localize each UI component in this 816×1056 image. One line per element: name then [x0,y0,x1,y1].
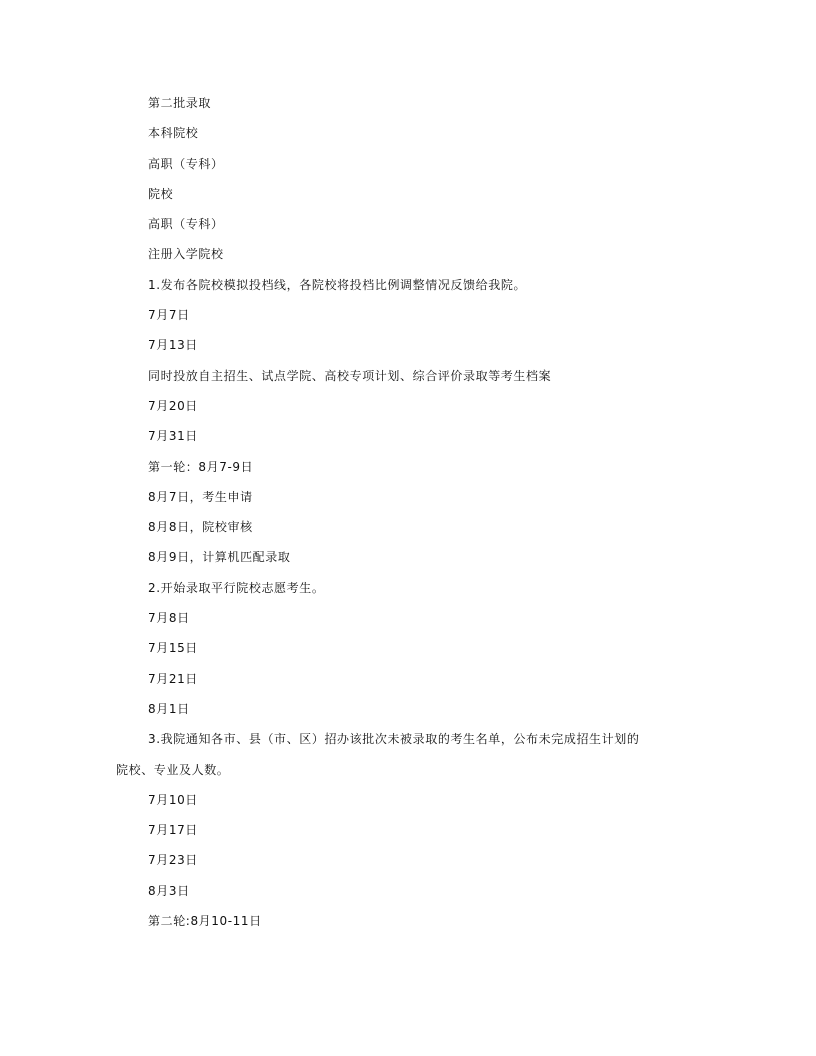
text-line: 院校 [148,186,174,201]
text-line: 7月17日 [148,823,198,838]
document-body [116,95,716,943]
text-line: 7月15日 [148,641,198,656]
text-line: 8月7日，考生申请 [148,489,253,504]
text-line: 7月7日 [148,308,190,323]
text-line: 7月23日 [148,853,198,868]
text-line: 高职（专科） [148,217,224,232]
text-line: 7月10日 [148,792,198,807]
text-line: 同时投放自主招生、试点学院、高校专项计划、综合评价录取等考生档案 [148,368,552,383]
paragraph-3-line-2: 院校、专业及人数。 [116,762,230,777]
text-line: 1.发布各院校模拟投档线，各院校将投档比例调整情况反馈给我院。 [148,277,527,292]
text-line: 注册入学院校 [148,247,224,262]
text-line: 7月20日 [148,398,198,413]
text-line: 7月21日 [148,671,198,686]
text-line: 2.开始录取平行院校志愿考生。 [148,580,325,595]
text-line: 7月31日 [148,429,198,444]
text-line: 8月3日 [148,883,190,898]
text-line: 7月8日 [148,611,190,626]
text-line: 第二批录取 [148,96,212,110]
paragraph-3-line-1: 3.我院通知各市、县（市、区）招办该批次未被录取的考生名单，公布未完成招生计划的 [148,732,640,747]
text-line: 8月1日 [148,701,190,716]
text-line: 8月9日，计算机匹配录取 [148,550,291,565]
text-line: 8月8日，院校审核 [148,520,253,535]
text-line: 第一轮：8月7-9日 [148,459,254,474]
text-line: 本科院校 [148,126,199,141]
text-line: 高职（专科） [148,156,224,171]
paragraph-3 [116,731,716,777]
text-line: 7月13日 [148,338,198,353]
text-line: 第二轮:8月10-11日 [148,914,262,929]
